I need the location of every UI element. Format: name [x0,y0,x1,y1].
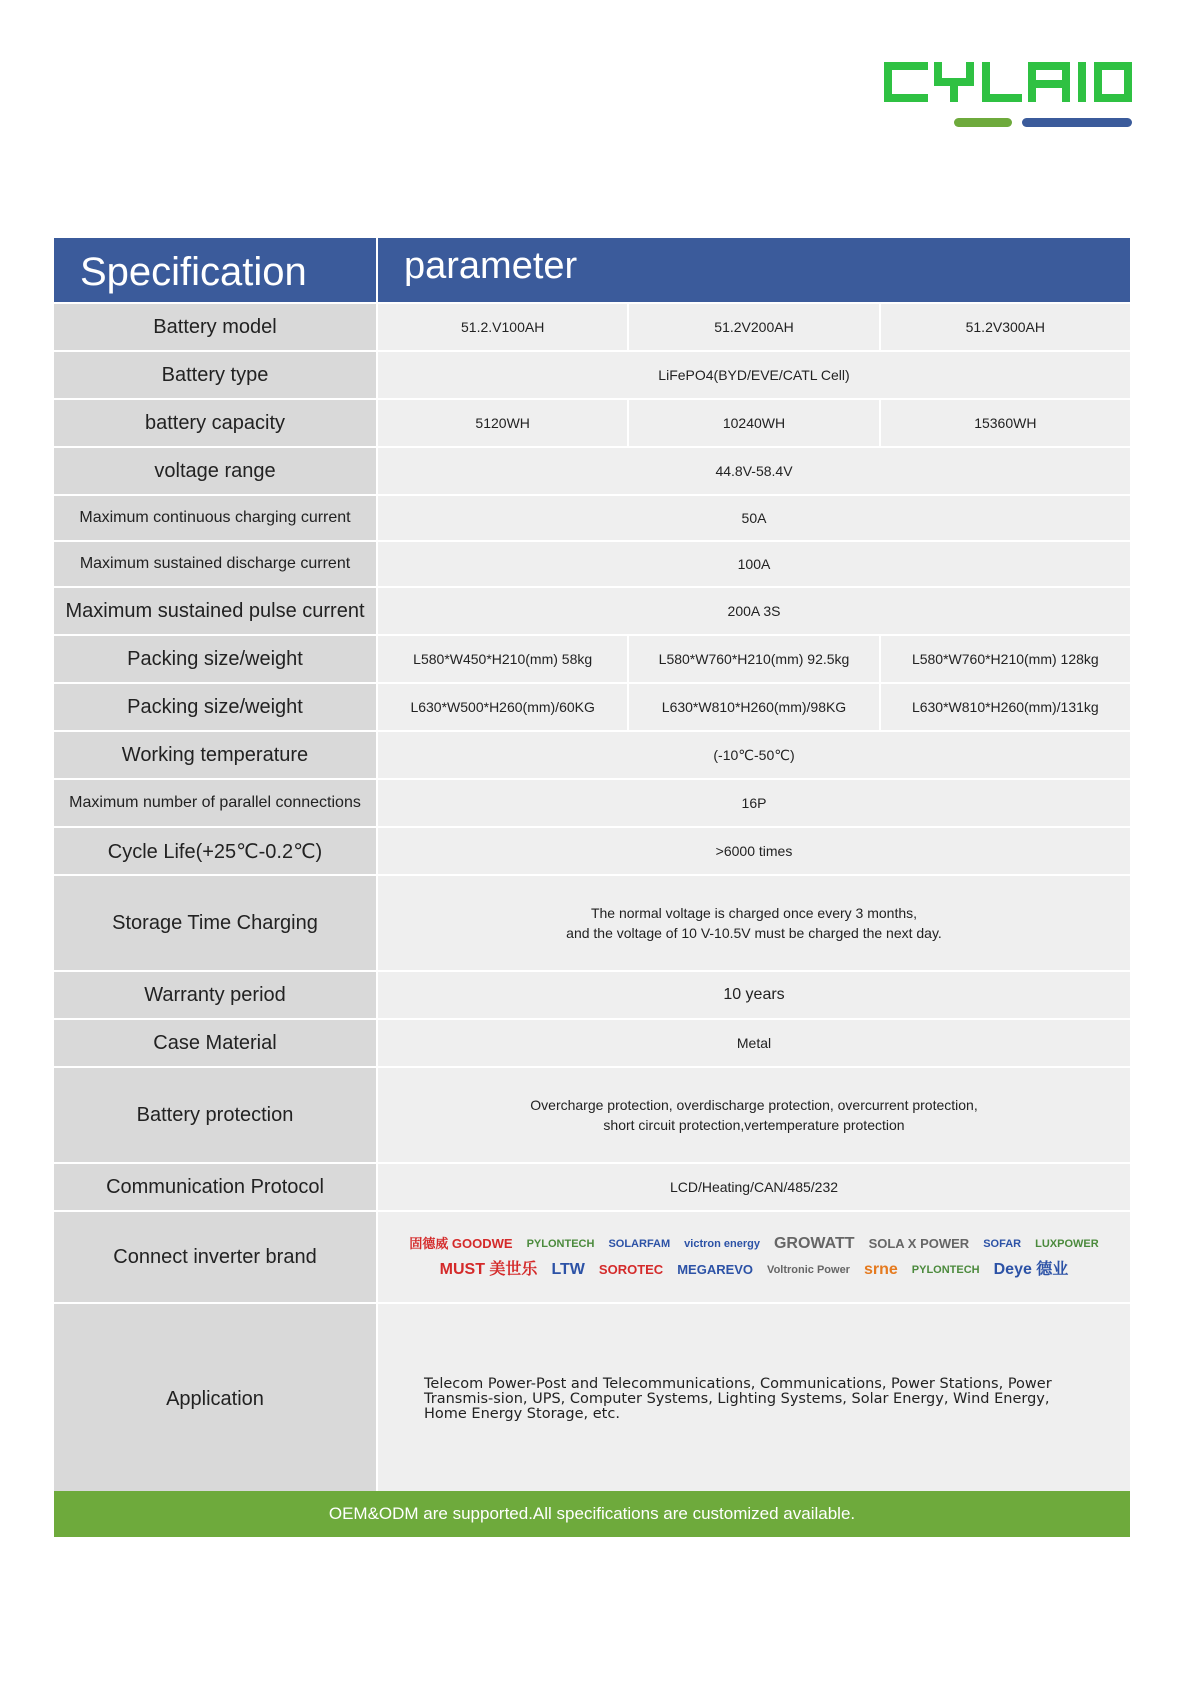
row-label: Working temperature [54,732,378,778]
cylaid-logo-icon [882,60,1172,140]
row-storage-charging [54,874,1130,970]
brand-deye: Deye 德业 [993,1261,1069,1278]
row-battery-protection [54,1066,1130,1162]
row-label: Case Material [54,1020,378,1066]
row-value: 100A [378,542,1130,586]
row-label: Maximum sustained pulse current [54,588,378,634]
model-300ah: 51.2V300AH [881,304,1130,350]
storage-line-2: and the voltage of 10 V-10.5V must be charged the next day. [566,925,942,941]
row-label: Cycle Life(+25℃-0.2℃) [54,828,378,874]
row-warranty-period [54,970,1130,1018]
row-value: LiFePO4(BYD/EVE/CATL Cell) [378,352,1130,398]
protection-line-2: short circuit protection,vertemperature protection [603,1117,905,1133]
row-inverter-brands [54,1210,1130,1302]
row-label: Storage Time Charging [54,876,378,970]
packing2-300ah: L630*W810*H260(mm)/131kg [881,684,1130,730]
row-label: Connect inverter brand [54,1212,378,1302]
row-value: Metal [378,1020,1130,1066]
brand-sorotec: SOROTEC [598,1262,664,1277]
brand-growatt: GROWATT [773,1235,855,1252]
brand-solax: SOLA X POWER [868,1236,970,1251]
row-packing-size-1 [54,634,1130,682]
specification-table [54,238,1130,1494]
row-value: 10 years [378,972,1130,1018]
packing1-300ah: L580*W760*H210(mm) 128kg [881,636,1130,682]
header-specification: Specification [54,238,378,302]
brand-luxpower: LUXPOWER [1035,1238,1099,1250]
brand-goodwe: 固德威 GOODWE [409,1236,513,1251]
brand-row-2 [440,1260,1069,1280]
row-battery-type [54,350,1130,398]
header-parameter: parameter [404,245,578,287]
row-parallel-connections [54,778,1130,826]
brand-pylontech-2: PYLONTECH [911,1264,980,1276]
row-label: Warranty period [54,972,378,1018]
row-discharge-current [54,540,1130,586]
row-value: 200A 3S [378,588,1130,634]
brand-must: MUST 美世乐 [439,1261,538,1278]
row-label: Communication Protocol [54,1164,378,1210]
row-label: Maximum number of parallel connections [54,780,378,826]
row-voltage-range [54,446,1130,494]
capacity-200ah: 10240WH [629,400,880,446]
row-label: Battery protection [54,1068,378,1162]
row-label: battery capacity [54,400,378,446]
row-value: 50A [378,496,1130,540]
row-battery-capacity [54,398,1130,446]
row-label: voltage range [54,448,378,494]
row-pulse-current [54,586,1130,634]
oem-odm-banner: OEM&ODM are supported.All specifications are customized available. [54,1491,1130,1537]
row-value: (-10℃-50℃) [378,732,1130,778]
table-header [54,238,1130,302]
brand-ltw: LTW [551,1261,585,1278]
packing1-100ah: L580*W450*H210(mm) 58kg [378,636,629,682]
brand-voltronic: Voltronic Power [767,1264,850,1276]
packing2-100ah: L630*W500*H260(mm)/60KG [378,684,629,730]
storage-line-1: The normal voltage is charged once every 3 months, [590,905,918,921]
brand-victron: victron energy [684,1238,760,1250]
row-label: Battery type [54,352,378,398]
model-100ah: 51.2.V100AH [378,304,629,350]
capacity-300ah: 15360WH [881,400,1130,446]
row-cycle-life [54,826,1130,874]
row-value: >6000 times [378,828,1130,874]
model-200ah: 51.2V200AH [629,304,880,350]
row-label: Maximum sustained discharge current [54,542,378,586]
row-charging-current [54,494,1130,540]
row-value: Telecom Power-Post and Telecommunications, Communications, Power Stations, Power Transmis-sion, UPS, Computer Systems, Lighting Systems, Solar Energy, Wind Energy, Home Energy Storage, etc. [378,1304,1130,1494]
row-working-temperature [54,730,1130,778]
row-communication-protocol [54,1162,1130,1210]
brand-sofar: SOFAR [983,1238,1022,1250]
row-label: Application [54,1304,378,1494]
row-label: Packing size/weight [54,684,378,730]
row-battery-model [54,302,1130,350]
brand-logo [882,60,1172,140]
protection-line-1: Overcharge protection, overdischarge protection, overcurrent protection, [530,1097,978,1113]
row-case-material [54,1018,1130,1066]
capacity-100ah: 5120WH [378,400,629,446]
brand-pylontech: PYLONTECH [526,1238,595,1250]
row-packing-size-2 [54,682,1130,730]
brand-srne: srne [863,1261,898,1278]
row-label: Packing size/weight [54,636,378,682]
brand-solarfam: SOLARFAM [608,1238,671,1250]
row-application [54,1302,1130,1494]
brand-logos [409,1234,1098,1280]
row-value: 44.8V-58.4V [378,448,1130,494]
row-label: Maximum continuous charging current [54,496,378,540]
row-value: 16P [378,780,1130,826]
row-value: LCD/Heating/CAN/485/232 [378,1164,1130,1210]
brand-row-1 [409,1234,1098,1254]
row-label: Battery model [54,304,378,350]
packing2-200ah: L630*W810*H260(mm)/98KG [629,684,880,730]
brand-megarevo: MEGAREVO [677,1262,754,1277]
packing1-200ah: L580*W760*H210(mm) 92.5kg [629,636,880,682]
